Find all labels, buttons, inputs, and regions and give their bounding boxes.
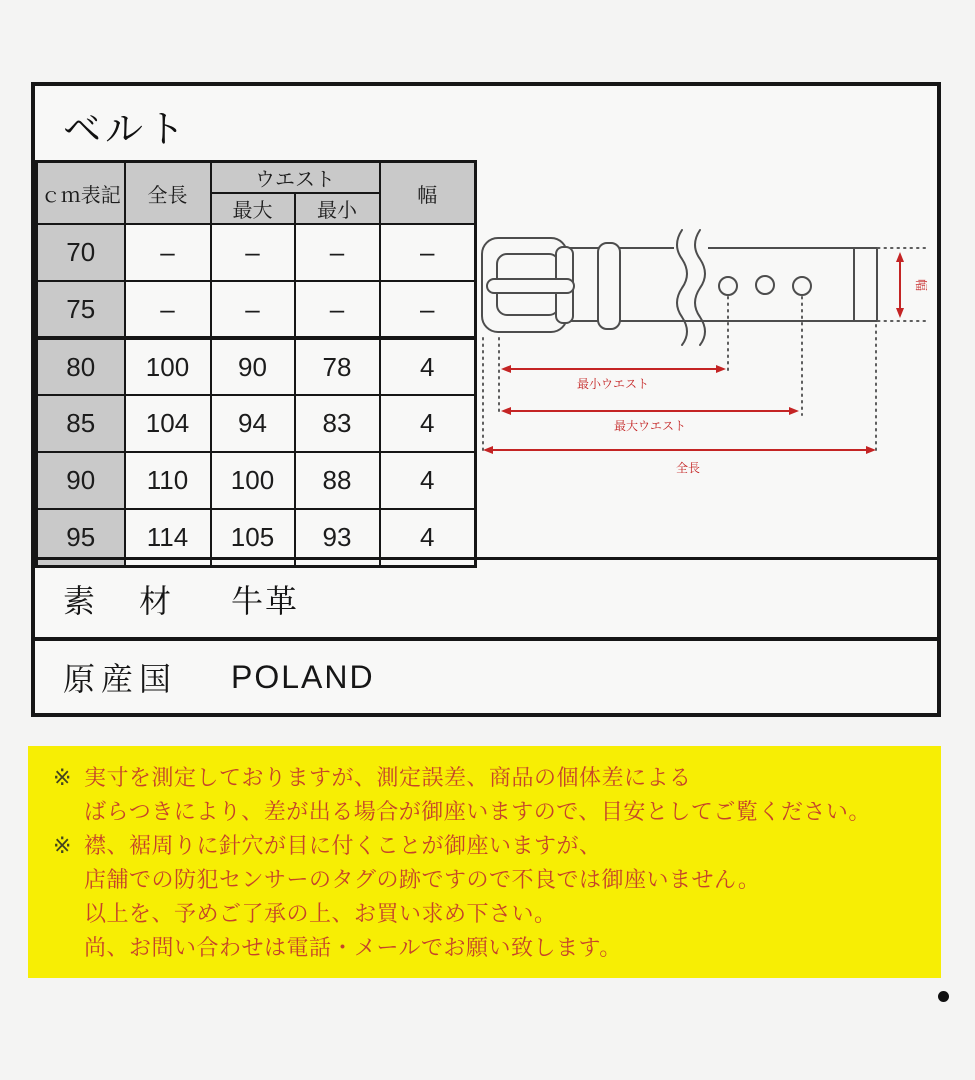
material-row: [35, 557, 937, 637]
table-row: [37, 452, 476, 509]
belt-hole: [793, 277, 811, 295]
waist-min-cell: –: [295, 281, 380, 338]
notice-line: [53, 795, 931, 829]
spec-sheet: [31, 82, 941, 717]
waist-min-cell: 83: [295, 395, 380, 452]
notice-marker: [53, 897, 84, 931]
size-cell: 75: [37, 281, 125, 338]
size-table: [35, 160, 477, 568]
header-width: 幅: [380, 162, 476, 225]
notice-marker: [53, 863, 84, 897]
origin-label: 原産国: [63, 661, 178, 697]
header-waist: ウエスト: [211, 162, 380, 194]
notice-text: 以上を、予めご了承の上、お買い求め下さい。: [84, 901, 557, 926]
header-waist-min: 最小: [295, 193, 380, 224]
header-size-unit: ｃｍ表記: [37, 162, 125, 225]
table-row: [37, 281, 476, 338]
notice-text: 店舗での防犯センサーのタグの跡ですので不良では御座いません。: [84, 867, 761, 892]
waist-max-cell: 94: [211, 395, 295, 452]
origin-row: [35, 637, 937, 713]
belt-illustration: [482, 230, 877, 345]
material-value: 牛革: [231, 582, 300, 619]
waist-max-cell: 105: [211, 509, 295, 566]
size-cell: 80: [37, 338, 125, 395]
table-row: [37, 338, 476, 395]
length-cell: –: [125, 281, 211, 338]
waist-min-cell: –: [295, 224, 380, 281]
length-cell: 114: [125, 509, 211, 566]
notice-line: [53, 931, 931, 965]
length-cell: 100: [125, 338, 211, 395]
table-header-row: [37, 162, 476, 194]
diagram-label-min-waist: 最小ウエスト: [576, 377, 650, 391]
notice-marker: [53, 931, 84, 965]
diagram-label-total-length: 全長: [675, 461, 701, 475]
diagram-label-width: 幅: [914, 278, 928, 292]
header-total-length: 全長: [125, 162, 211, 225]
notice-marker: ※: [53, 765, 72, 790]
table-row: [37, 395, 476, 452]
size-cell: 95: [37, 509, 125, 566]
waist-min-cell: 78: [295, 338, 380, 395]
notice-line: [53, 761, 931, 795]
notice-line: [53, 897, 931, 931]
belt-diagram: [475, 225, 940, 495]
header-waist-max: 最大: [211, 193, 295, 224]
notice-text: 尚、お問い合わせは電話・メールでお願い致します。: [84, 935, 622, 960]
width-cell: 4: [380, 338, 476, 395]
notice-marker: ※: [53, 833, 72, 858]
notice-marker: [53, 795, 84, 829]
waist-max-cell: –: [211, 281, 295, 338]
size-cell: 70: [37, 224, 125, 281]
length-cell: –: [125, 224, 211, 281]
size-cell: 85: [37, 395, 125, 452]
waist-min-cell: 93: [295, 509, 380, 566]
width-cell: 4: [380, 509, 476, 566]
notice-box: [28, 746, 941, 978]
waist-min-cell: 88: [295, 452, 380, 509]
notice-text: ばらつきにより、差が出る場合が御座いますので、目安としてご覧ください。: [84, 799, 871, 824]
belt-hole: [719, 277, 737, 295]
notice-line: [53, 863, 931, 897]
notice-text: 襟、裾周りに針穴が目に付くことが御座いますが、: [84, 833, 602, 858]
size-cell: 90: [37, 452, 125, 509]
width-cell: 4: [380, 452, 476, 509]
length-cell: 104: [125, 395, 211, 452]
length-cell: 110: [125, 452, 211, 509]
material-label: 素 材: [63, 582, 178, 619]
notice-text: 実寸を測定しておりますが、測定誤差、商品の個体差による: [84, 765, 692, 790]
width-cell: –: [380, 224, 476, 281]
waist-max-cell: –: [211, 224, 295, 281]
width-cell: –: [380, 281, 476, 338]
diagram-label-max-waist: 最大ウエスト: [613, 419, 687, 433]
origin-value: POLAND: [231, 658, 375, 695]
table-row: [37, 224, 476, 281]
belt-keeper-loop: [598, 243, 620, 329]
notice-line: [53, 829, 931, 863]
belt-buckle-prong: [487, 279, 574, 293]
page-title: ベルト: [63, 109, 190, 151]
width-cell: 4: [380, 395, 476, 452]
page-dot: [938, 991, 949, 1002]
belt-hole: [756, 276, 774, 294]
waist-max-cell: 100: [211, 452, 295, 509]
waist-max-cell: 90: [211, 338, 295, 395]
